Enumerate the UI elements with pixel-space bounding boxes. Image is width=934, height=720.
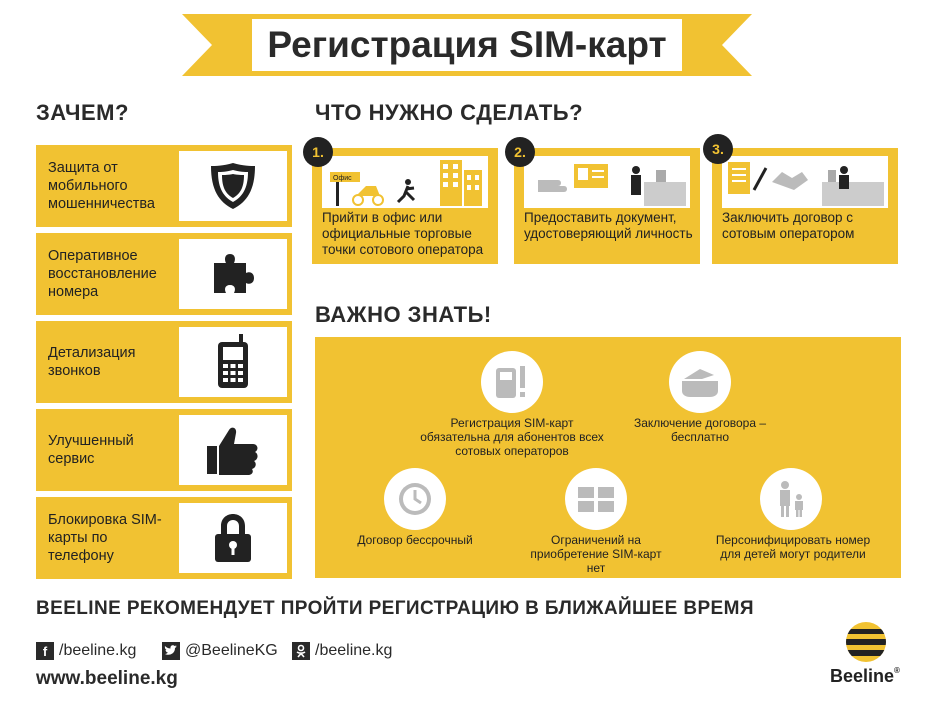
why-item-restore xyxy=(36,233,292,315)
facebook-handle: /beeline.kg xyxy=(59,642,137,659)
wallet-icon xyxy=(680,365,720,399)
step-1 xyxy=(312,148,498,264)
step-3-text: Заключить договор с сотовым оператором xyxy=(722,210,855,241)
odnoklassniki-handle: /beeline.kg xyxy=(315,642,393,659)
facebook-icon: f xyxy=(36,642,54,660)
fact-1-text: Регистрация SIM-карт обязательна для абонентов всех сотовых операторов xyxy=(420,416,604,458)
fact-2-text: Заключение договора – бесплатно xyxy=(633,416,767,444)
why-item-label: Улучшенный сервис xyxy=(48,433,134,467)
beeline-wordmark: Beeline xyxy=(830,666,895,686)
twitter-link[interactable] xyxy=(162,642,278,660)
beeline-logo xyxy=(826,620,906,690)
step-1-illustration xyxy=(322,156,488,208)
twitter-handle: @BeelineKG xyxy=(185,642,278,659)
why-item-label: Блокировка SIM-карты по телефону xyxy=(48,512,162,564)
phone-icon xyxy=(213,334,253,390)
why-item-details xyxy=(36,321,292,403)
lock-icon xyxy=(211,512,255,564)
fact-5-text: Персонифицировать номер для детей могут родители xyxy=(715,533,871,561)
puzzle-icon xyxy=(208,249,258,299)
fact-4-icon-circle xyxy=(565,468,627,530)
step-1-text: Прийти в офис или официальные торговые точки сотового оператора xyxy=(322,210,484,257)
todo-heading: ЧТО НУЖНО СДЕЛАТЬ? xyxy=(315,100,584,125)
beeline-logo-mark xyxy=(844,620,888,664)
step-3 xyxy=(712,148,898,264)
twitter-icon xyxy=(162,642,180,660)
clock-icon xyxy=(396,480,434,518)
why-item-label: Оперативное восстановление номера xyxy=(48,248,157,300)
step-3-illustration xyxy=(722,156,888,208)
important-heading: ВАЖНО ЗНАТЬ! xyxy=(315,302,492,327)
why-item-block xyxy=(36,497,292,579)
website-link[interactable]: www.beeline.kg xyxy=(36,668,178,689)
step-2 xyxy=(514,148,700,264)
sim-cards-icon xyxy=(576,483,616,515)
step-3-number: 3. xyxy=(703,134,733,164)
important-panel xyxy=(315,337,901,578)
fact-3-text: Договор бессрочный xyxy=(357,533,473,547)
title-banner xyxy=(182,14,752,76)
odnoklassniki-link[interactable] xyxy=(292,642,392,660)
parent-child-icon xyxy=(773,479,809,519)
odnoklassniki-icon xyxy=(292,642,310,660)
page-title: Регистрация SIM-карт xyxy=(267,24,667,65)
recommendation-text: BEELINE РЕКОМЕНДУЕТ ПРОЙТИ РЕГИСТРАЦИЮ В БЛИЖАЙШЕЕ ВРЕМЯ xyxy=(36,598,754,619)
fact-2-icon-circle xyxy=(669,351,731,413)
step-2-illustration xyxy=(524,156,690,208)
why-item-label: Защита от мобильного мошенничества xyxy=(48,160,155,212)
facebook-link[interactable] xyxy=(36,642,136,660)
step-2-number: 2. xyxy=(505,137,535,167)
fact-3-icon-circle xyxy=(384,468,446,530)
thumbs-up-icon xyxy=(205,424,261,476)
step-2-text: Предоставить документ, удостоверяющий личность xyxy=(524,210,693,241)
step-1-number: 1. xyxy=(303,137,333,167)
why-item-service xyxy=(36,409,292,491)
shield-icon xyxy=(207,160,259,212)
why-heading: ЗАЧЕМ? xyxy=(36,100,129,125)
fact-1-icon-circle xyxy=(481,351,543,413)
fact-5-icon-circle xyxy=(760,468,822,530)
fact-4-text: Ограничений на приобретение SIM-карт нет xyxy=(530,533,662,575)
office-sign: Офис xyxy=(333,175,352,182)
why-item-fraud xyxy=(36,145,292,227)
registered-mark: ® xyxy=(894,666,900,675)
why-item-label: Детализация звонков xyxy=(48,345,136,379)
phone-alert-icon xyxy=(494,362,530,402)
